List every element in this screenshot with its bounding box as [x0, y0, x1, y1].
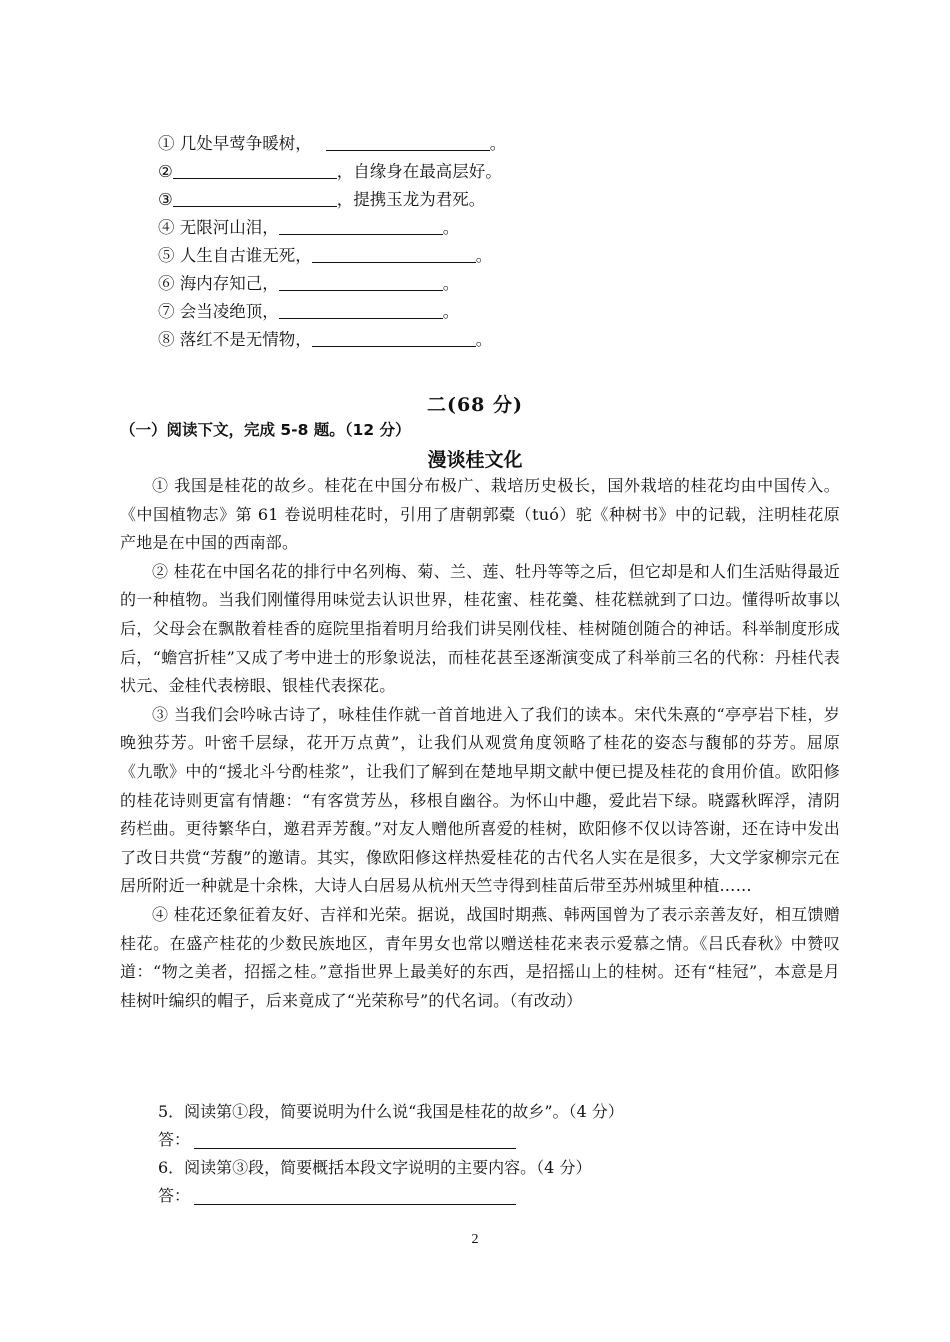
answer-blank[interactable]	[279, 300, 443, 319]
fill-in-item-5	[158, 242, 718, 270]
poetry-fill-in-list	[158, 130, 718, 354]
fill-in-item-6	[158, 270, 718, 298]
answer-blank[interactable]	[173, 160, 337, 179]
essay-paragraph-3: ③ 当我们会吟咏古诗了，咏桂佳作就一首首地进入了我们的读本。宋代朱熹的“亭亭岩下桂，岁晚独芬芳。叶密千层绿，花开万点黄”，让我们从观赏角度领略了桂花的姿态与馥郁的芬芳。屈原《九歌》中的“援北斗兮酌桂浆”，让我们了解到在楚地早期文献中便已提及桂花的食用价值。欧阳修的桂花诗则更富有情趣：“有客赏芳丛，移根自幽谷。为怀山中趣，爱此岩下绿。晓露秋晖浮，清阴药栏曲。更待繁华白，邀君弄芳馥。”对友人赠他所喜爱的桂树，欧阳修不仅以诗答谢，还在诗中发出了改日共赏“芳馥”的邀请。其实，像欧阳修这样热爱桂花的古代名人实在是很多，大文学家柳宗元在居所附近一种就是十余株，大诗人白居易从杭州天竺寺得到桂苗后带至苏州城里种植……	[120, 704, 840, 896]
fill-in-item-4	[158, 214, 718, 242]
answer-label: 答：	[158, 1130, 191, 1149]
question-5: 5．阅读第①段，简要说明为什么说“我国是桂花的故乡”。（4 分）	[158, 1102, 624, 1121]
answer-blank[interactable]	[312, 244, 476, 263]
answer-blank[interactable]	[279, 272, 443, 291]
section-title: 二(68 分)	[426, 394, 524, 416]
question-6-answer	[158, 1182, 516, 1210]
fill-in-suffix: ，提携玉龙为君死。	[336, 190, 486, 209]
answer-label: 答：	[158, 1186, 191, 1205]
fill-in-suffix: 。	[442, 274, 460, 293]
fill-in-prompt: ⑧ 落红不是无情物，	[158, 330, 312, 349]
fill-in-item-7	[158, 298, 718, 326]
fill-in-prompt: ⑦ 会当凌绝顶，	[158, 302, 279, 321]
essay-paragraph-1: ① 我国是桂花的故乡。桂花在中国分布极广、栽培历史极长，国外栽培的桂花均由中国传入。《中国植物志》第 61 卷说明桂花时，引用了唐朝郭橐（tuó）驼《种树书》中的记载，注明桂花原产地是在中国的西南部。	[120, 476, 840, 553]
fill-in-item-1	[158, 130, 718, 158]
fill-in-prompt: ④ 无限河山泪，	[158, 218, 279, 237]
fill-in-prompt: ②	[158, 162, 173, 181]
answer-blank[interactable]	[173, 188, 337, 207]
question-6: 6．阅读第③段，简要概括本段文字说明的主要内容。（4 分）	[158, 1158, 592, 1177]
fill-in-item-2	[158, 158, 718, 186]
fill-in-prompt: ⑤ 人生自古谁无死，	[158, 246, 312, 265]
fill-in-suffix: 。	[475, 246, 493, 265]
page-number: 2	[471, 1232, 479, 1247]
fill-in-suffix: ，自缘身在最高层好。	[336, 162, 502, 181]
answer-line[interactable]	[194, 1130, 516, 1149]
fill-in-item-3	[158, 186, 718, 214]
fill-in-suffix: 。	[442, 218, 460, 237]
essay-paragraph-2: ② 桂花在中国名花的排行中名列梅、菊、兰、莲、牡丹等等之后，但它却是和人们生活贴得最近的一种植物。当我们刚懂得用味觉去认识世界，桂花蜜、桂花羹、桂花糕就到了口边。懂得听故事以后，父母会在飘散着桂香的庭院里指着明月给我们讲吴刚伐桂、桂树随创随合的神话。科举制度形成后，“蟾宫折桂”又成了考中进士的形象说法，而桂花甚至逐渐演变成了科举前三名的代称：丹桂代表状元、金桂代表榜眼、银桂代表探花。	[120, 561, 840, 696]
fill-in-prompt: ③	[158, 190, 173, 209]
fill-in-item-8	[158, 326, 718, 354]
answer-blank[interactable]	[312, 328, 476, 347]
fill-in-prompt: ⑥ 海内存知己，	[158, 274, 279, 293]
answer-line[interactable]	[194, 1186, 516, 1205]
fill-in-suffix: 。	[475, 330, 493, 349]
question-5-answer	[158, 1126, 516, 1154]
part-heading: （一）阅读下文，完成 5-8 题。（12 分）	[120, 421, 411, 439]
fill-in-prompt: ① 几处早莺争暖树，	[158, 134, 312, 153]
essay-paragraph-4: ④ 桂花还象征着友好、吉祥和光荣。据说，战国时期燕、韩两国曾为了表示亲善友好，相互馈赠桂花。在盛产桂花的少数民族地区，青年男女也常以赠送桂花来表示爱慕之情。《吕氏春秋》中赞叹道：“物之美者，招摇之桂。”意指世界上最美好的东西，是招摇山上的桂树。还有“桂冠”，本意是月桂树叶编织的帽子，后来竟成了“光荣称号”的代名词。（有改动）	[120, 904, 840, 1010]
answer-blank[interactable]	[279, 216, 443, 235]
essay-title: 漫谈桂文化	[427, 449, 523, 471]
answer-blank[interactable]	[326, 132, 490, 151]
fill-in-suffix: 。	[442, 302, 460, 321]
fill-in-suffix: 。	[489, 134, 507, 153]
essay-body	[120, 472, 840, 1015]
